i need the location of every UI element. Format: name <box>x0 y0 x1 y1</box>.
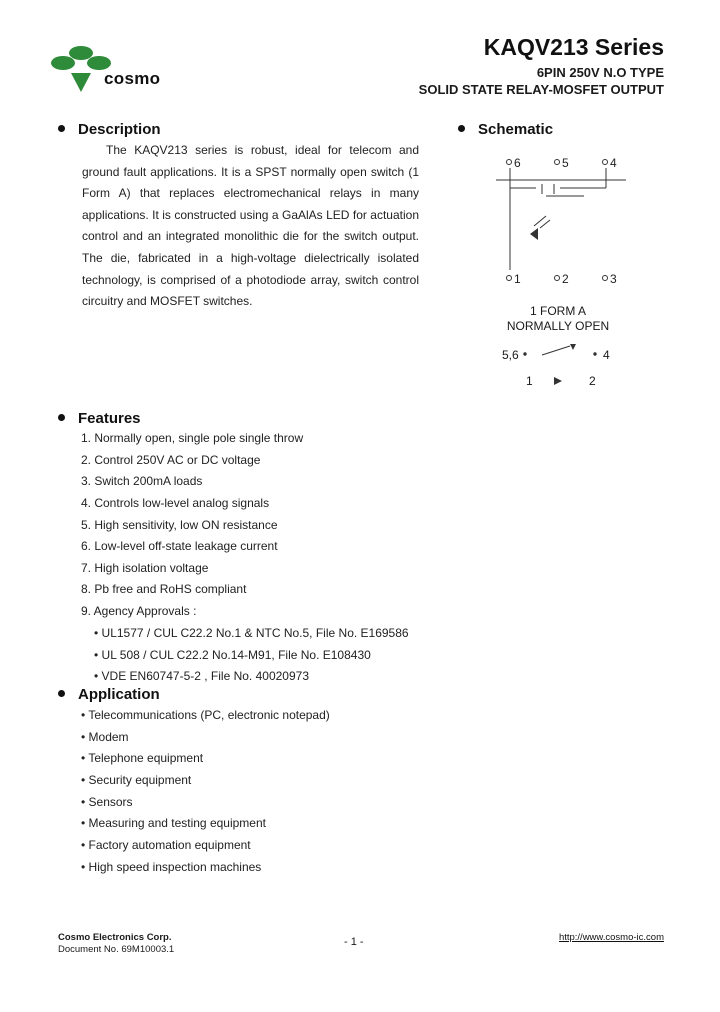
feature-item: 6. Low-level off-state leakage current <box>81 539 278 553</box>
description-line: Form A) that replaces electromechanical relays in many <box>82 186 419 201</box>
feature-item: 3. Switch 200mA loads <box>81 474 203 488</box>
feature-item: 9. Agency Approvals : <box>81 604 197 618</box>
symbol-left-pins: 5,6 <box>502 348 519 362</box>
brand-name: cosmo <box>104 69 161 88</box>
subtitle-output: SOLID STATE RELAY-MOSFET OUTPUT <box>418 82 664 97</box>
application-item: • Factory automation equipment <box>81 838 251 852</box>
application-item: • Measuring and testing equipment <box>81 816 266 830</box>
feature-item: 1. Normally open, single pole single throw <box>81 431 304 445</box>
description-line: The KAQV213 series is robust, ideal for telecom and <box>106 143 419 157</box>
pin-4: 4 <box>602 156 617 170</box>
description-line: control and an integrated monolithic die for the switch output. <box>82 229 419 244</box>
description-heading: Description <box>58 121 161 138</box>
bullet-icon <box>58 414 65 421</box>
approval-item: • UL 508 / CUL C22.2 No.14-M91, File No. E108430 <box>94 648 371 662</box>
schematic-heading: Schematic <box>458 121 553 138</box>
approval-item: • VDE EN60747-5-2 , File No. 40020973 <box>94 669 309 683</box>
features-heading: Features <box>58 410 141 427</box>
pin-5: 5 <box>554 156 569 170</box>
description-line: circuitry and MOSFET switches. <box>82 294 253 309</box>
symbol-led-anode: 1 <box>526 374 533 388</box>
symbol-right-pin: 4 <box>603 348 610 362</box>
application-item: • Modem <box>81 730 129 744</box>
approval-item: • UL1577 / CUL C22.2 No.1 & NTC No.5, File No. E169586 <box>94 626 409 640</box>
feature-item: 5. High sensitivity, low ON resistance <box>81 518 278 532</box>
pin-3: 3 <box>602 272 617 286</box>
footer-company: Cosmo Electronics Corp. <box>58 932 172 943</box>
feature-item: 8. Pb free and RoHS compliant <box>81 582 247 596</box>
footer-website-link[interactable]: http://www.cosmo-ic.com <box>558 932 664 943</box>
bullet-icon <box>58 125 65 132</box>
application-heading: Application <box>58 686 160 703</box>
normally-open-label: NORMALLY OPEN <box>506 319 610 333</box>
pin-6: 6 <box>506 156 521 170</box>
feature-item: 7. High isolation voltage <box>81 561 209 575</box>
feature-item: 2. Control 250V AC or DC voltage <box>81 453 261 467</box>
pin-circle-icon <box>506 159 512 165</box>
application-item: • Telecommunications (PC, electronic notepad) <box>81 708 330 722</box>
pin-circle-icon <box>602 275 608 281</box>
description-line: ground fault applications. It is a SPST normally open switch (1 <box>82 164 419 179</box>
led-arrow-icon <box>553 376 563 386</box>
footer-document-number: Document No. 69M10003.1 <box>58 944 175 955</box>
bullet-icon <box>458 125 465 132</box>
bullet-icon <box>58 690 65 697</box>
pin-circle-icon <box>506 275 512 281</box>
application-item: • Security equipment <box>81 773 192 787</box>
application-item: • Telephone equipment <box>81 751 204 765</box>
pin-circle-icon <box>602 159 608 165</box>
page-number: - 1 - <box>344 936 364 948</box>
pin-circle-icon <box>554 159 560 165</box>
description-line: The die, fabricated in a high-voltage dielectrically isolated <box>82 250 419 265</box>
description-line: applications. It is constructed using a GaAlAs LED for actuation <box>82 207 419 222</box>
description-text <box>82 140 419 313</box>
description-line: technology, is comprised of a photodiode array, switch control <box>82 272 419 287</box>
pin-2: 2 <box>554 272 569 286</box>
pin-circle-icon <box>554 275 560 281</box>
subtitle-type: 6PIN 250V N.O TYPE <box>536 65 664 80</box>
cosmo-logo <box>50 44 112 96</box>
application-item: • Sensors <box>81 795 133 809</box>
relay-schematic-diagram <box>496 166 626 274</box>
symbol-led-cathode: 2 <box>589 374 596 388</box>
feature-item: 4. Controls low-level analog signals <box>81 496 270 510</box>
switch-symbol <box>520 342 600 362</box>
pin-1: 1 <box>506 272 521 286</box>
application-item: • High speed inspection machines <box>81 860 262 874</box>
form-type-label: 1 FORM A <box>529 304 586 318</box>
page-title: KAQV213 Series <box>483 34 664 60</box>
